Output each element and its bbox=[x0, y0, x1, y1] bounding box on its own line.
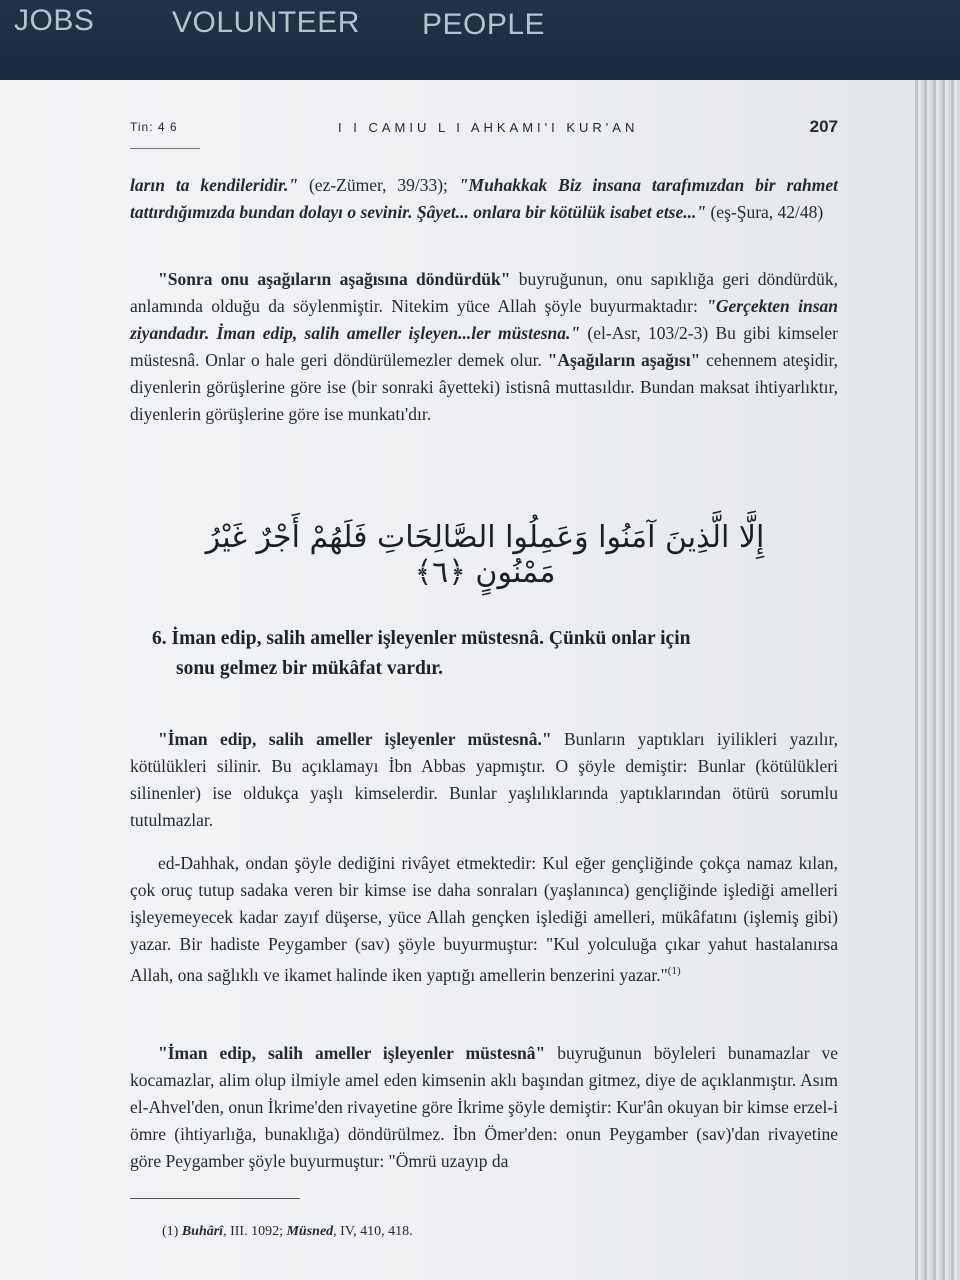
p2-text-b: (el-Asr, 103/2-3) Bu gibi kimseler müstesnâ. Onlar o hale geri döndürülemezler demek olur. bbox=[130, 323, 838, 370]
top-navigation bbox=[0, 0, 960, 80]
paragraph-5 bbox=[130, 1040, 838, 1175]
p2-quote-c: "Aşağıların aşağısı" bbox=[547, 350, 701, 370]
footnote-rule bbox=[130, 1198, 300, 1199]
paragraph-3 bbox=[130, 726, 838, 834]
paragraph-2 bbox=[130, 266, 838, 428]
page-number: 207 bbox=[809, 117, 838, 136]
p5-text: buyruğunun böyleleri bunamazlar ve kocamazlar, alim olup ilmiyle amel eden kimsenin aklı başından gitmez, diye de açıklanmıştır. Asım el-Ahvel'den, onun İkrime'den rivayetine göre İkrime şöyle demiştir: Kur'ân okuyan bir kimse erzel-i ömre (ihtiyarlığa, bunaklığa) döndürülmez. İbn Ömer'den: onun Peygamber (sav)'dan rivayetine göre Peygamber şöyle buyurmuştur: "Ömrü uzayıp da bbox=[130, 1043, 838, 1171]
heading-line-2: sonu gelmez bir mükâfat vardır. bbox=[176, 658, 444, 679]
arabic-verse: إِلَّا الَّذِينَ آمَنُوا وَعَمِلُوا الصَّالِحَاتِ فَلَهُمْ أَجْرٌ غَيْرُ مَمْنُونٍ ﴿٦﴾ bbox=[205, 520, 765, 590]
p1-quote-b: "Muhakkak Biz insana tarafımızdan bir rahmet tattırdığımızda bundan dolayı o sevinir. Şâyet... onlara bir kötülük isabet etse..." bbox=[130, 175, 838, 222]
p3-quote: "İman edip, salih ameller işleyenler müstesnâ." bbox=[158, 729, 552, 749]
heading-line-1: 6. İman edip, salih ameller işleyenler müstesnâ. Çünkü onlar için bbox=[152, 628, 691, 649]
p4-text: ed-Dahhak, ondan şöyle dediğini rivâyet etmektedir: Kul eğer gençliğinde çokça namaz kılan, çok oruç tutup sadaka veren bir kimse ise daha sonraları (yaşlanınca) gençliğinde işlediği amelleri işleyemeyecek kadar zayıf düşerse, yüce Allah gençken işlediği amelleri, mükâfatını (işlemiş gibi) yazar. Bir hadiste Peygamber (sav) şöyle buyurmuştur: "Kul yolculuğa çıkar yahut hastalanırsa Allah, ona sağlıklı ve ikamet halinde iken yaptığı amellerin benzerini yazar." bbox=[130, 853, 838, 985]
nav-volunteer[interactable]: VOLUNTEER bbox=[172, 6, 360, 39]
p5-quote: "İman edip, salih ameller işleyenler müstesnâ" bbox=[158, 1043, 546, 1063]
header-left: Tin: 4 6 bbox=[130, 120, 178, 134]
footnote-ref-a: , III. 1092; bbox=[223, 1224, 287, 1239]
verse-translation-heading bbox=[152, 624, 842, 684]
p2-text-c: cehennem ateşidir, diyenlerin görüşlerine göre ise (bir sonraki âyetteki) istisnâ muttasıldır. Bundan maksat ihtiyarlıktır, diyenlerin görüşlerine göre ise munkatı'dır. bbox=[130, 350, 839, 424]
p3-text: Bunların yaptıkları iyilikleri yazılır, kötülükleri silinir. Bu açıklamayı İbn Abbas yapmıştır. O şöyle demiştir: Bunlar (kötülükleri silinenler) ise oldukça yaşlı kimselerdir. Bunlar yaşlılıklarında yaptıklarından ötürü sorumlu tutulmazlar. bbox=[130, 729, 838, 830]
nav-people[interactable]: PEOPLE bbox=[422, 8, 546, 41]
p4-footnote-ref: (1) bbox=[667, 965, 681, 977]
footnote-ref-b: , IV, 410, 418. bbox=[333, 1224, 413, 1239]
p1-ref-b: (eş-Şura, 42/48) bbox=[706, 202, 824, 222]
footnote-number: (1) bbox=[162, 1224, 182, 1239]
p1-quote-a: ların ta kendileridir." bbox=[130, 175, 299, 195]
footnote-source-b: Müsned bbox=[286, 1224, 334, 1239]
p2-text-a: buyruğunun, onu sapıklığa geri döndürdük, anlamında olduğu da söylenmiştir. Nitekim yüce Allah şöyle buyurmaktadır: bbox=[130, 269, 839, 316]
p1-ref-a: (ez-Zümer, 39/33); bbox=[298, 175, 459, 195]
header-title: I I CAMIU L I AHKAMI'I KUR'AN bbox=[338, 120, 639, 135]
running-header bbox=[130, 117, 838, 148]
paragraph-1 bbox=[130, 172, 838, 226]
footnote bbox=[162, 1224, 413, 1240]
paragraph-4 bbox=[130, 850, 838, 989]
p2-quote-b: "Gerçekten insan ziyandadır. İman edip, salih ameller işleyen...ler müstesna." bbox=[130, 296, 838, 343]
p2-quote-a: "Sonra onu aşağıların aşağısına döndürdük" bbox=[158, 269, 511, 289]
page-stack-edge bbox=[912, 80, 960, 1280]
header-rule bbox=[130, 148, 200, 149]
book-page bbox=[0, 80, 915, 1280]
nav-jobs[interactable]: JOBS bbox=[14, 4, 95, 37]
footnote-source-a: Buhârî bbox=[181, 1224, 224, 1239]
